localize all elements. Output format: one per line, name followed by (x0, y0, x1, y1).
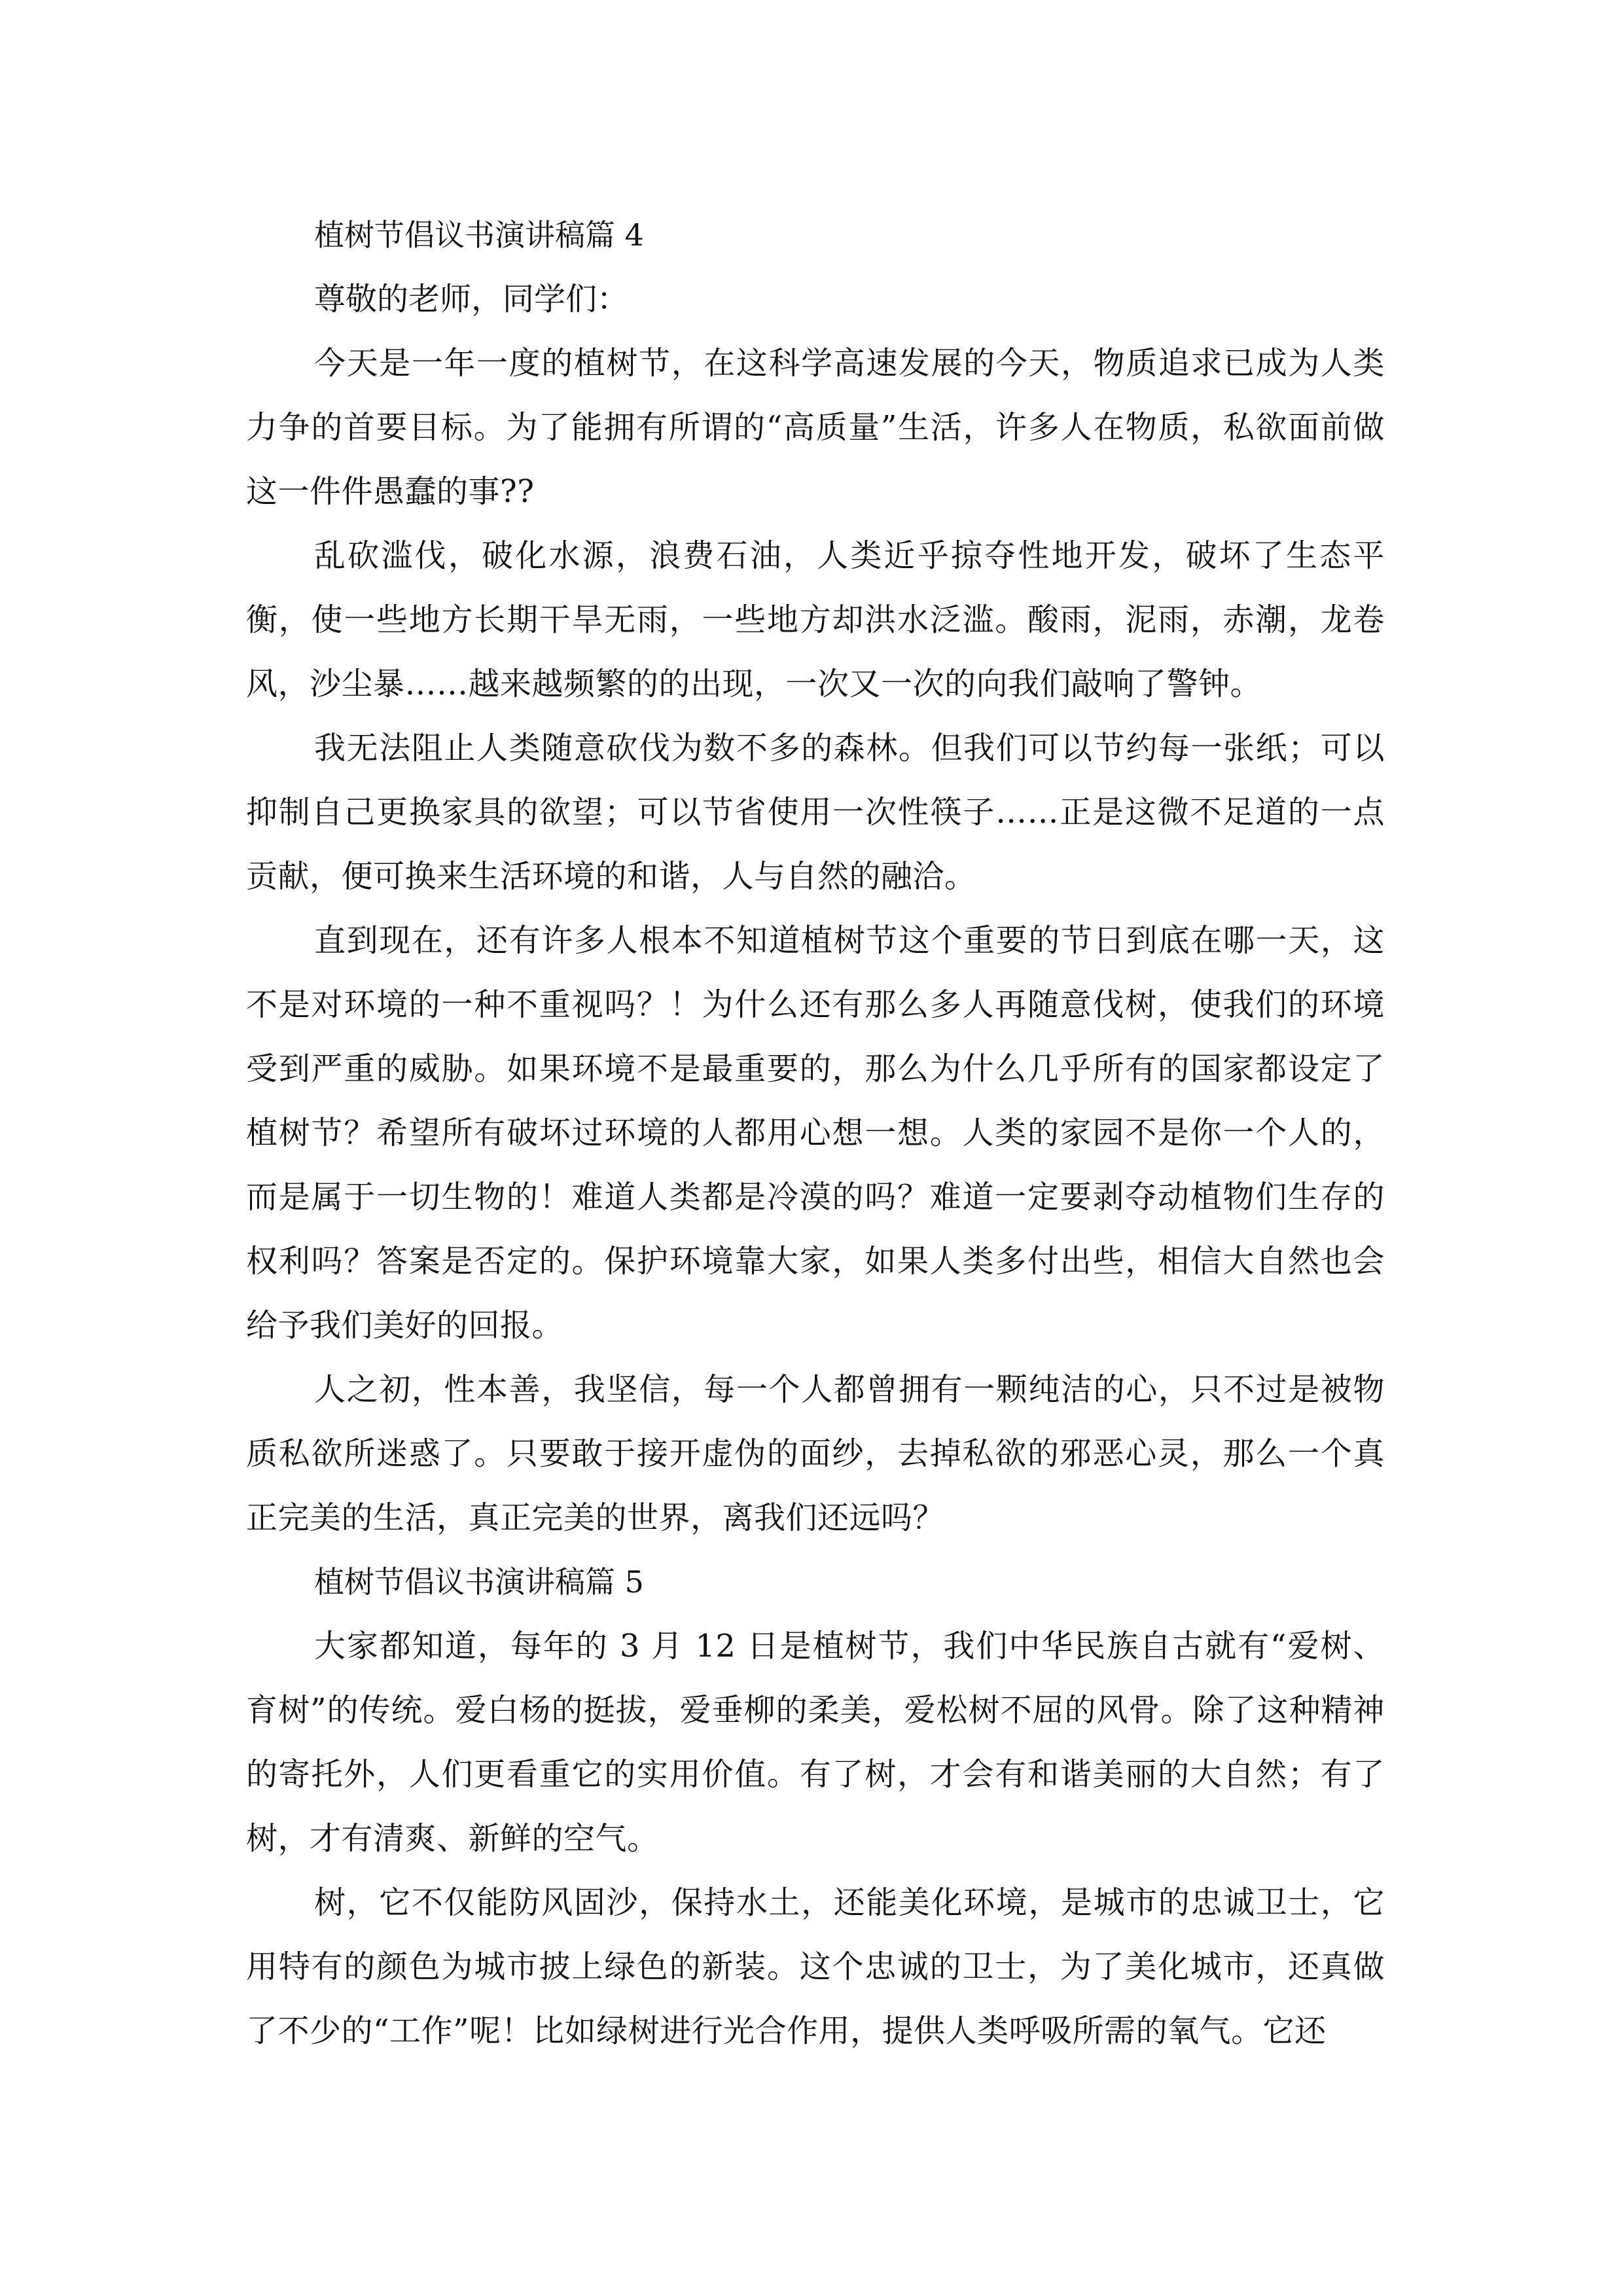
section-4-paragraph-1: 今天是一年一度的植树节，在这科学高速发展的今天，物质追求已成为人类力争的首要目标。为了能拥有所谓的“高质量”生活，许多人在物质，私欲面前做这一件件愚蠢的事?? (246, 345, 1385, 510)
section-4-paragraph-2: 乱砍滥伐，破化水源，浪费石油，人类近乎掠夺性地开发，破坏了生态平衡，使一些地方长期干旱无雨，一些地方却洪水泛滥。酸雨，泥雨，赤潮，龙卷风，沙尘暴……越来越频繁的的出现，一次又一次的向我们敲响了警钟。 (246, 537, 1385, 702)
section-5-heading: 植树节倡议书演讲稿篇 5 (314, 1564, 644, 1600)
section-4-paragraph-5: 人之初，性本善，我坚信，每一个人都曾拥有一颗纯洁的心，只不过是被物质私欲所迷惑了。只要敢于接开虚伪的面纱，去掉私欲的邪恶心灵，那么一个真正完美的生活，真正完美的世界，离我们还远吗？ (246, 1371, 1385, 1536)
section-4-paragraph-4: 直到现在，还有许多人根本不知道植树节这个重要的节日到底在哪一天，这不是对环境的一种不重视吗？！为什么还有那么多人再随意伐树，使我们的环境受到严重的威胁。如果环境不是最重要的，那么为什么几乎所有的国家都设定了植树节？希望所有破坏过环境的人都用心想一想。人类的家园不是你一个人的，而是属于一切生物的！难道人类都是冷漠的吗？难道一定要剥夺动植物们生存的权利吗？答案是否定的。保护环境靠大家，如果人类多付出些，相信大自然也会给予我们美好的回报。 (246, 922, 1385, 1344)
section-4-heading: 植树节倡议书演讲稿篇 4 (314, 217, 644, 253)
document-page (246, 203, 1385, 2063)
section-4-paragraph-3: 我无法阻止人类随意砍伐为数不多的森林。但我们可以节约每一张纸；可以抑制自己更换家具的欲望；可以节省使用一次性筷子……正是这微不足道的一点贡献，便可换来生活环境的和谐，人与自然的融洽。 (246, 730, 1385, 895)
section-5-paragraph-1: 大家都知道，每年的 3 月 12 日是植树节，我们中华民族自古就有“爱树、育树”的传统。爱白杨的挺拔，爱垂柳的柔美，爱松树不屈的风骨。除了这种精神的寄托外，人们更看重它的实用价值。有了树，才会有和谐美丽的大自然；有了树，才有清爽、新鲜的空气。 (246, 1628, 1385, 1857)
section-5-paragraph-2: 树，它不仅能防风固沙，保持水土，还能美化环境，是城市的忠诚卫士，它用特有的颜色为城市披上绿色的新装。这个忠诚的卫士，为了美化城市，还真做了不少的“工作”呢！比如绿树进行光合作用，提供人类呼吸所需的氧气。它还 (246, 1884, 1385, 2049)
salutation: 尊敬的老师，同学们： (314, 281, 629, 317)
